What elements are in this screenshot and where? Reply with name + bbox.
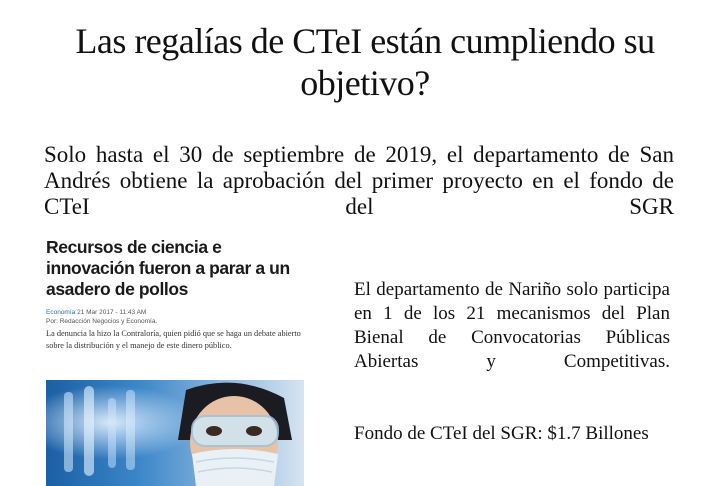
slide-subtitle: Solo hasta el 30 de septiembre de 2019, el departamento de San Andrés obtiene la aprobación del primer proyecto en el fondo de CTeI del SGR [44,142,674,219]
clipping-section: Economía [46,309,76,316]
clipping-headline: Recursos de ciencia e innovación fueron a parar a un asadero de pollos [46,237,290,299]
scientist-illustration [46,380,304,486]
clipping-lead: La denuncia la hizo la Contraloría, quien pidió que se haga un debate abierto sobre la distribución y el manejo de este dinero público. [46,329,301,350]
fund-text: Fondo de CTeI del SGR: $1.7 Billones [354,423,649,444]
news-clipping [40,232,306,486]
right-text-block [354,278,670,446]
slide-title: Las regalías de CTeI están cumpliendo su objetivo? [75,21,655,103]
clipping-date: 21 Mar 2017 - 11:43 AM [77,309,147,316]
narino-text: El departamento de Nariño solo participa en 1 de los 21 mecanismos del Plan Bienal de Convocatorias Públicas Abiertas y Competitivas. [354,279,670,372]
scientist-photo [46,380,304,486]
clipping-author: Por: Redacción Negocios y Economía. [46,318,158,325]
clipping-meta [46,308,304,326]
